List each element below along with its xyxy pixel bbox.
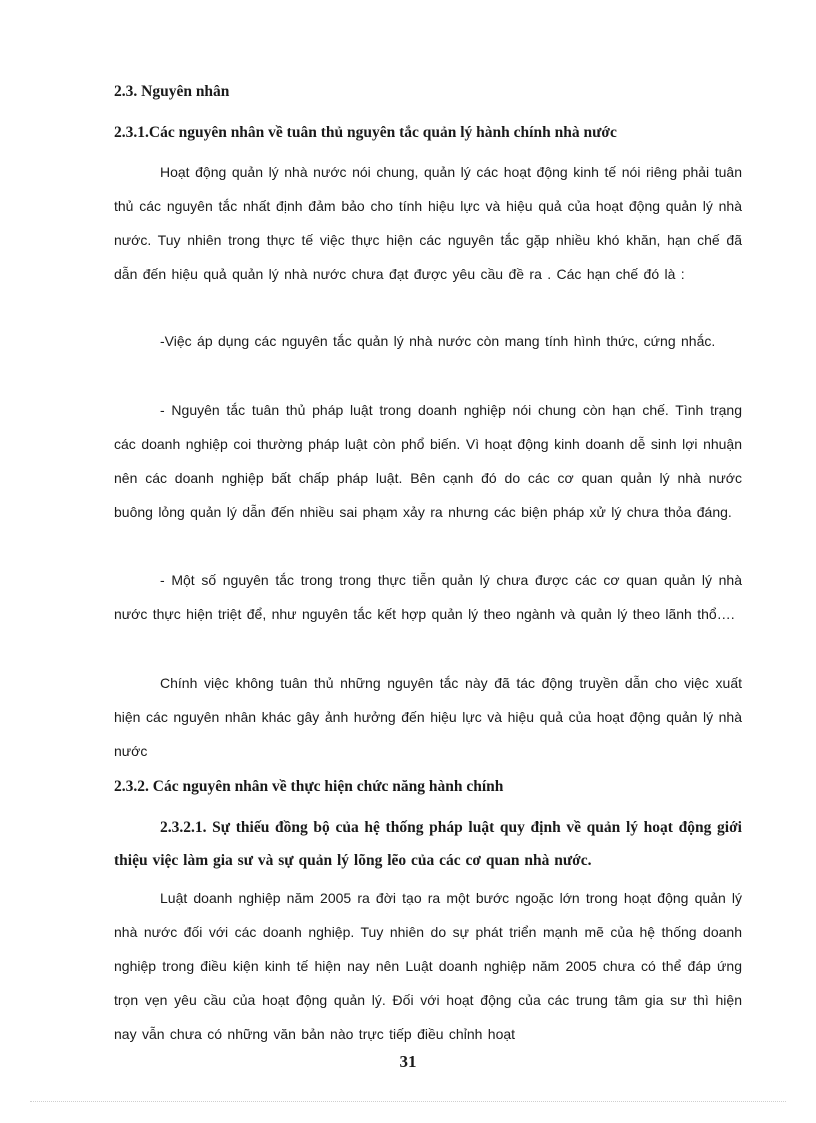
subsection-heading-2-3-2-1: 2.3.2.1. Sự thiếu đồng bộ của hệ thống pháp luật quy định về quản lý hoạt động giới thiệu việc làm gia sư và sự quản lý lõng lẽo của các cơ quan nhà nước.	[114, 819, 742, 869]
section-heading-2-3-1: 2.3.1.Các nguyên nhân về tuân thủ nguyên tắc quản lý hành chính nhà nước	[114, 124, 617, 141]
paragraph-intro: Hoạt động quản lý nhà nước nói chung, quản lý các hoạt động kinh tế nói riêng phải tuân thủ các nguyên tắc nhất định đảm bảo cho tính hiệu lực và hiệu quả của hoạt động quản lý nhà nước. Tuy nhiên trong thực tế việc thực hiện các nguyên tắc gặp nhiều khó khăn, hạn chế đã dẫn đến hiệu quả quản lý nhà nước chưa đạt được yêu cầu đề ra . Các hạn chế đó là :	[114, 164, 742, 282]
page-bottom-divider	[30, 1101, 786, 1102]
paragraph-consequence: Chính việc không tuân thủ những nguyên tắc này đã tác động truyền dẫn cho việc xuất hiện các nguyên nhân khác gây ảnh hưởng đến hiệu lực và hiệu quả của hoạt động quản lý nhà nước	[114, 675, 742, 759]
paragraph-enterprise-law: Luật doanh nghiệp năm 2005 ra đời tạo ra một bước ngoặc lớn trong hoạt động quản lý nhà nước đối với các doanh nghiệp. Tuy nhiên do sự phát triển mạnh mẽ của hệ thống doanh nghiệp trong điều kiện kinh tế hiện nay nên Luật doanh nghiệp năm 2005 chưa có thể đáp ứng trọn vẹn yêu cầu của hoạt động quản lý. Đối với hoạt động của các trung tâm gia sư thì hiện nay vẫn chưa có những văn bản nào trực tiếp điều chỉnh hoạt	[114, 890, 742, 1042]
paragraph-bullet-principles: - Một số nguyên tắc trong trong thực tiễn quản lý chưa được các cơ quan quản lý nhà nước thực hiện triệt để, như nguyên tắc kết hợp quản lý theo ngành và quản lý theo lãnh thổ….	[114, 572, 742, 622]
page-number: 31	[399, 1052, 417, 1071]
section-heading-2-3-2: 2.3.2. Các nguyên nhân về thực hiện chức năng hành chính	[114, 778, 504, 795]
paragraph-bullet-formality: -Việc áp dụng các nguyên tắc quản lý nhà nước còn mang tính hình thức, cứng nhắc.	[160, 333, 716, 349]
section-heading-2-3: 2.3. Nguyên nhân	[114, 83, 230, 100]
paragraph-bullet-legal-compliance: - Nguyên tắc tuân thủ pháp luật trong doanh nghiệp nói chung còn hạn chế. Tình trạng các doanh nghiệp coi thường pháp luật còn phổ biến. Vì hoạt động kinh doanh dễ sinh lợi nhuận nên các doanh nghiệp bất chấp pháp luật. Bên cạnh đó do các cơ quan quản lý nhà nước buông lỏng quản lý dẫn đến nhiều sai phạm xảy ra nhưng các biện pháp xử lý chưa thỏa đáng.	[114, 402, 742, 520]
